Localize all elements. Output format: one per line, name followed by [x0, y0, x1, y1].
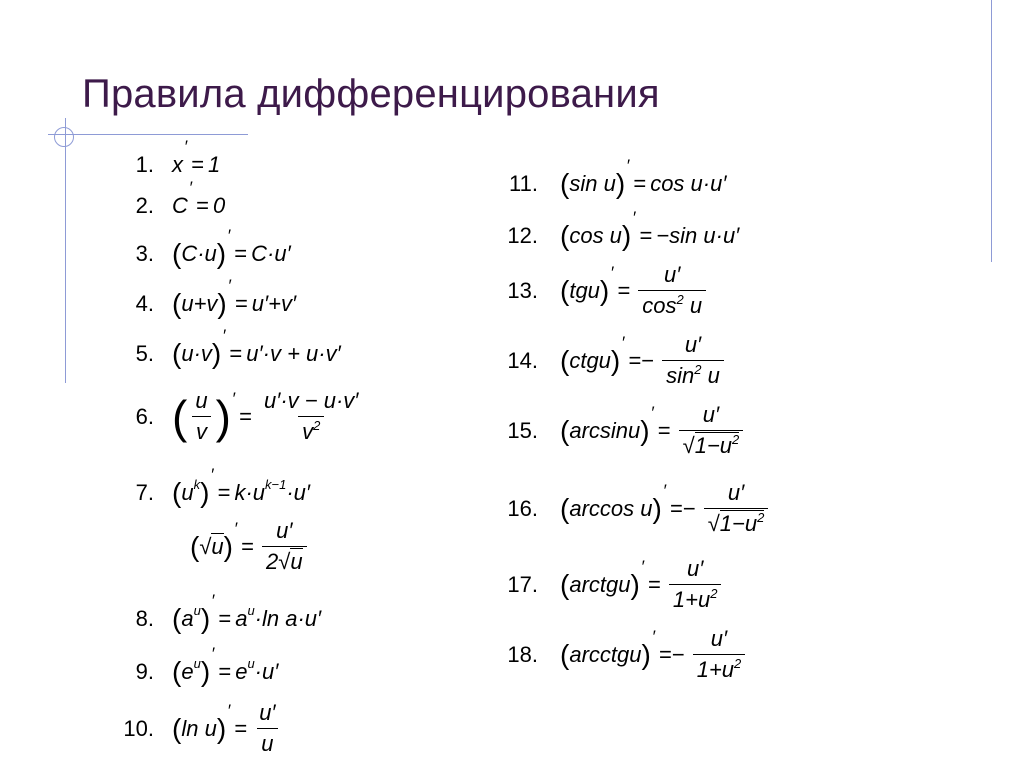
rule-formula: ( $\frac{u}{v}$ ) ′ = $\frac{u'\cdot v - u\cdot v'}{v^2}$: [172, 388, 359, 444]
rule-formula: ( u+v ) ′ = u′+v′: [172, 276, 297, 319]
rule-number: 1.: [135, 152, 154, 177]
rule-formula: ( tgu ) ′ = $\frac{u'}{\cos^2 u}$: [560, 262, 710, 319]
rule-number: 9.: [135, 659, 154, 684]
rule-formula: ( arcctgu ) ′ =− $\frac{u'}{1+u^2}$: [560, 626, 749, 683]
rule-number: 2.: [135, 193, 154, 218]
rule-number: 13.: [507, 277, 538, 303]
rule-18: [498, 626, 749, 683]
rule-formula: ( ctgu ) ′ =− $\frac{u'}{\sin^2 u}$: [560, 332, 728, 389]
decorative-line-horizontal: [48, 134, 248, 135]
rule-formula: C ′ = 0: [172, 178, 226, 218]
rule-13: [498, 262, 710, 319]
rule-number: 4.: [135, 291, 154, 316]
slide-title: Правила дифференцирования: [82, 72, 660, 116]
rule-3: [118, 226, 291, 270]
rule-number: 18.: [507, 641, 538, 667]
rule-10: [118, 700, 284, 757]
rule-formula: ( √ u ) ′ = $\frac{u'}{2√u}$: [190, 518, 311, 575]
rule-number: 10.: [123, 715, 154, 741]
rule-2: [118, 178, 226, 219]
rule-formula: ( arctgu ) ′ = $\frac{u'}{1+u^2}$: [560, 556, 725, 613]
rule-1: [118, 137, 221, 178]
rule-8: [118, 591, 322, 635]
rule-7: [118, 465, 311, 509]
rule-formula: ( a u ) ′ = a u ·ln a·u′: [172, 591, 322, 634]
rule-17: [498, 556, 725, 613]
rule-formula: ( u·v ) ′ = u′·v + u·v′: [172, 326, 341, 369]
rule-5: [118, 326, 341, 370]
rule-number: 7.: [135, 480, 154, 505]
rule-number: 6.: [135, 403, 154, 429]
rule-formula: ( ln u ) ′ = $\frac{u'}{u}$: [172, 700, 276, 756]
rule-9: [118, 644, 279, 688]
rule-4: [118, 276, 297, 320]
rule-number: 3.: [135, 241, 154, 266]
rule-formula: x ′ = 1: [172, 137, 221, 177]
decorative-line-vertical: [65, 118, 66, 383]
rule-number: 5.: [135, 341, 154, 366]
rule-formula: ( e u ) ′ = e u ·u′: [172, 644, 279, 687]
rule-6: [118, 388, 366, 445]
rule-formula: ( cos u ) ′ = −sin u·u′: [560, 208, 740, 251]
decorative-line-right: [991, 0, 992, 262]
rule-number: 16.: [507, 495, 538, 521]
rule-12: [498, 208, 740, 252]
rule-formula: ( u k ) ′ = k·u k−1 ·u′: [172, 465, 311, 508]
rule-15: [498, 402, 747, 459]
rule-16: [498, 480, 772, 537]
rule-formula: ( C·u ) ′ = C·u′: [172, 226, 291, 269]
rule-number: 15.: [507, 417, 538, 443]
rule-number: 12.: [507, 223, 538, 248]
rule-number: 14.: [507, 347, 538, 373]
rule-number: 8.: [135, 606, 154, 631]
decorative-circle: [54, 127, 74, 147]
rule-11: [498, 156, 727, 200]
rule-formula: ( sin u ) ′ = cos u·u′: [560, 156, 727, 199]
rule-formula: ( arcsinu ) ′ = $\frac{u'}{√1-u^2}$: [560, 402, 747, 459]
rule-number: 17.: [507, 571, 538, 597]
rule-formula: ( arccos u ) ′ =− $\frac{u'}{√1-u^2}$: [560, 480, 772, 537]
rule-14: [498, 332, 728, 389]
rule-number: 11.: [509, 171, 538, 196]
rule-7-sqrt: [190, 518, 311, 575]
